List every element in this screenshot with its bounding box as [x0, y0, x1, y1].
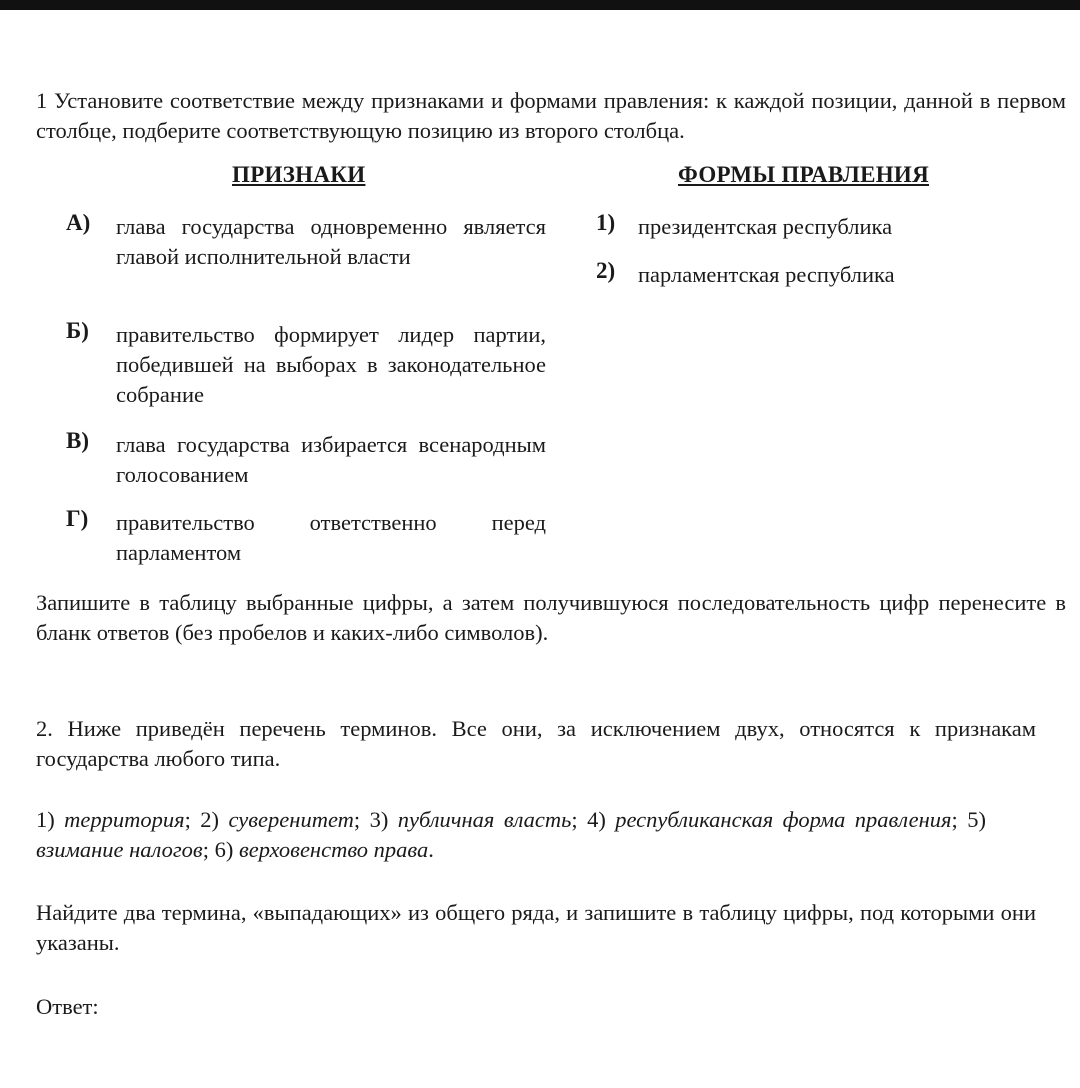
option-marker: 1) — [596, 210, 616, 235]
term-text: территория — [64, 807, 185, 832]
right-column-header: ФОРМЫ ПРАВЛЕНИЯ — [678, 162, 930, 187]
option-item — [596, 260, 1056, 290]
list-item — [66, 320, 546, 410]
option-marker: 2) — [596, 258, 616, 283]
item-text: глава государства одновременно является главой исполнительной власти — [116, 214, 546, 269]
answer-label: Ответ: — [36, 994, 99, 1019]
task1-intro: 1 Установите соответствие между признаками и формами правления: к каждой позиции, данной в первом столбце, подберите соответствующую позицию из второго столбца. — [36, 88, 1066, 143]
option-text: парламентская республика — [638, 262, 895, 287]
term-separator: ; — [951, 807, 968, 832]
item-text: глава государства избирается всенародным голосованием — [116, 432, 546, 487]
item-marker: Б) — [66, 318, 89, 343]
term-text: республиканская форма правления — [615, 807, 952, 832]
term-separator: ; — [184, 807, 201, 832]
list-item — [66, 212, 546, 272]
term-number: 1) — [36, 807, 65, 832]
item-marker: Г) — [66, 506, 89, 531]
item-marker: А) — [66, 210, 91, 235]
item-text: правительство формирует лидер партии, победившей на выборах в законодательное собрание — [116, 322, 546, 407]
list-item — [66, 508, 546, 568]
term-number: 6) — [214, 837, 239, 862]
task1-instruction: Запишите в таблицу выбранные цифры, а затем получившуюся последовательность цифр перенесите в бланк ответов (без пробелов и каких-либо символов). — [36, 590, 1066, 645]
item-marker: В) — [66, 428, 89, 453]
term-text: суверенитет — [228, 807, 354, 832]
term-text: верховенство права — [238, 837, 429, 862]
list-item — [66, 430, 546, 490]
term-separator: ; — [202, 837, 215, 862]
task2-intro: 2. Ниже приведён перечень терминов. Все они, за исключением двух, относятся к признакам государства любого типа. — [36, 716, 1036, 771]
task2-terms — [36, 805, 986, 865]
term-separator: . — [428, 837, 434, 862]
term-separator: ; — [571, 807, 588, 832]
term-text: публичная власть — [397, 807, 572, 832]
term-number: 2) — [200, 807, 229, 832]
task2-instruction: Найдите два термина, «выпадающих» из общего ряда, и запишите в таблицу цифры, под которыми они указаны. — [36, 900, 1036, 955]
term-number: 4) — [587, 807, 616, 832]
term-separator: ; — [353, 807, 370, 832]
term-number: 5) — [967, 807, 986, 832]
term-text: взимание налогов — [36, 837, 203, 862]
item-text: правительство ответственно перед парламентом — [116, 510, 546, 565]
option-text: президентская республика — [638, 214, 893, 239]
left-column-header: ПРИЗНАКИ — [232, 162, 366, 187]
option-item — [596, 212, 1056, 242]
term-number: 3) — [369, 807, 398, 832]
